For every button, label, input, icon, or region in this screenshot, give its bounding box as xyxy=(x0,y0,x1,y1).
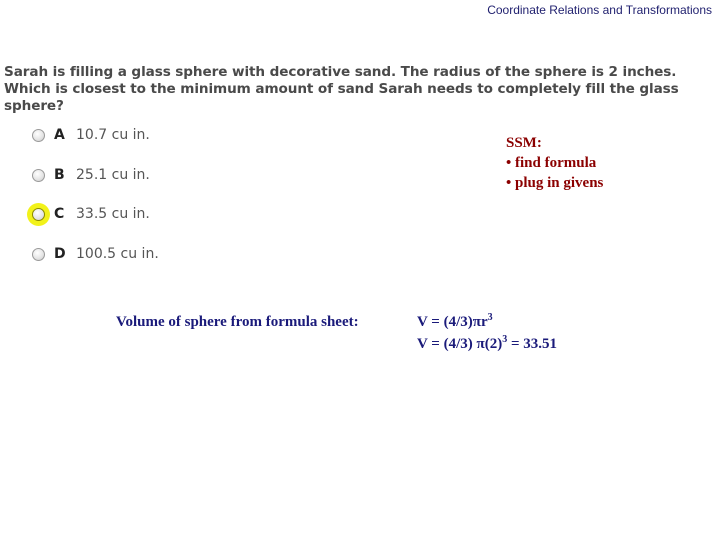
choice-a-value: 10.7 cu in. xyxy=(76,127,150,143)
radio-c-icon[interactable] xyxy=(32,208,45,221)
choice-b-value: 25.1 cu in. xyxy=(76,167,150,183)
choice-c-value: 33.5 cu in. xyxy=(76,206,150,222)
ssm-notes xyxy=(506,133,603,193)
calculation-text: V = (4/3) π(2) xyxy=(417,336,503,352)
choice-b-letter: B xyxy=(54,167,65,183)
choice-c-letter: C xyxy=(54,206,65,222)
choice-d-value: 100.5 cu in. xyxy=(76,246,159,262)
choice-d[interactable] xyxy=(30,243,230,265)
radio-a-icon[interactable] xyxy=(32,129,45,142)
radio-b-icon[interactable] xyxy=(32,169,45,182)
work-formula-line xyxy=(417,311,493,333)
choice-b[interactable] xyxy=(30,164,230,186)
ssm-bullet: • plug in givens xyxy=(506,173,603,193)
page-header-title: Coordinate Relations and Transformations xyxy=(487,3,712,17)
work-calculation-line xyxy=(417,333,557,355)
ssm-title: SSM: xyxy=(506,135,542,151)
question-text: Sarah is filling a glass sphere with decorative sand. The radius of the sphere is 2 inches. Which is closest to the minimum amount of sand Sarah needs to completely fill the glass sphere? xyxy=(4,64,679,114)
work-label: Volume of sphere from formula sheet: xyxy=(116,314,359,330)
calculation-exponent: 3 xyxy=(502,334,508,345)
choice-c[interactable] xyxy=(30,203,230,225)
calculation-result: = 33.51 xyxy=(507,336,558,352)
formula-text: V = (4/3)πr xyxy=(417,314,488,330)
radio-d-icon[interactable] xyxy=(32,248,45,261)
choice-a-letter: A xyxy=(54,127,65,143)
choice-d-letter: D xyxy=(54,246,66,262)
formula-exponent: 3 xyxy=(487,312,493,323)
ssm-bullet: • find formula xyxy=(506,153,603,173)
choice-a[interactable] xyxy=(30,124,230,146)
